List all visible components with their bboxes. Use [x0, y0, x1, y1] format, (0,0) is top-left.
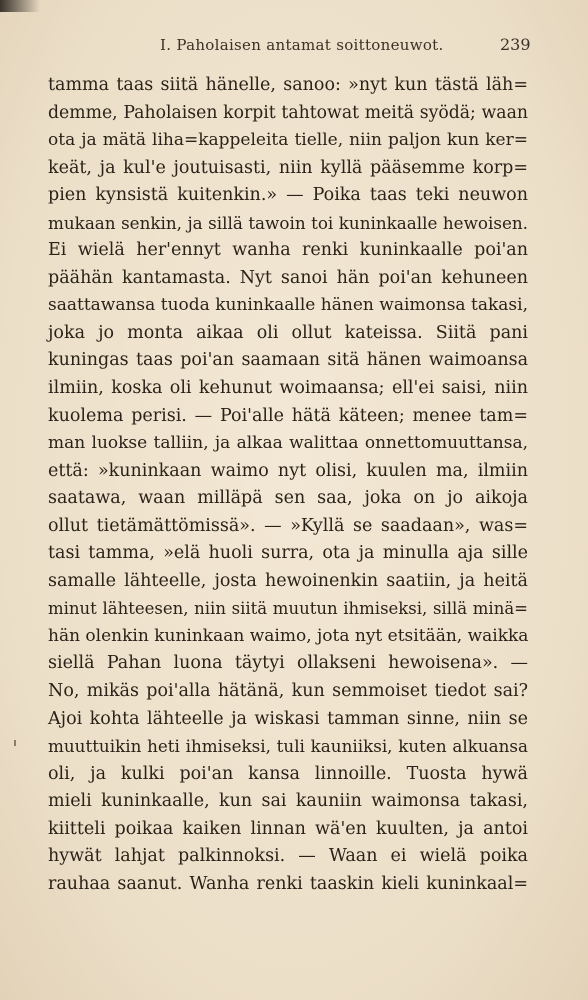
text-line: saattawansa tuoda kuninkaalle hänen waimonsa takasi, [48, 295, 528, 316]
text-line: hywät lahjat palkinnoksi. — Waan ei wielä poika [48, 846, 528, 867]
text-line: tasi tamma, »elä huoli surra, ota ja minulla aja sille [48, 543, 528, 564]
text-line: samalle lähteelle, josta hewoinenkin saatiin, ja heitä [48, 570, 528, 591]
text-line: Ei wielä her'ennyt wanha renki kuninkaalle poi'an [48, 240, 528, 261]
text-line: kuolema perisi. — Poi'alle hätä käteen; menee tam= [48, 405, 528, 426]
text-line: mukaan senkin, ja sillä tawoin toi kuninkaalle hewoisen. [48, 212, 528, 233]
text-line: joka jo monta aikaa oli ollut kateissa. Siitä pani [48, 322, 528, 343]
text-line: saatawa, waan milläpä sen saa, joka on jo aikoja [48, 488, 528, 509]
text-line: mieli kuninkaalle, kun sai kauniin waimonsa takasi, [48, 791, 528, 812]
text-line: päähän kantamasta. Nyt sanoi hän poi'an kehuneen [48, 267, 528, 288]
text-line: hän olenkin kuninkaan waimo, jota nyt etsitään, waikka [48, 625, 529, 646]
text-line: tamma taas siitä hänelle, sanoo: »nyt kun tästä läh= [48, 75, 528, 95]
margin-mark [14, 740, 16, 746]
text-line: oli, ja kulki poi'an kansa linnoille. Tuosta hywä [48, 763, 528, 784]
text-line: keät, ja kul'e joutuisasti, niin kyllä pääsemme korp= [48, 157, 528, 178]
text-line: kuningas taas poi'an saamaan sitä hänen waimoansa [48, 350, 528, 371]
page-number: 239 [500, 35, 531, 54]
text-line: pien kynsistä kuitenkin.» — Poika taas teki neuwon [48, 185, 528, 206]
text-line: demme, Paholaisen korpit tahtowat meitä syödä; waan [48, 102, 528, 123]
running-head: I. Paholaisen antamat soittoneuwot. [160, 36, 444, 54]
text-line: ollut tietämättömissä». — »Kyllä se saadaan», was= [48, 515, 528, 536]
text-line: ilmiin, koska oli kehunut woimaansa; ell'ei saisi, niin [48, 378, 528, 399]
text-line: rauhaa saanut. Wanha renki taaskin kieli kuninkaal= [48, 873, 528, 894]
text-line: Ajoi kohta lähteelle ja wiskasi tamman sinne, niin se [48, 708, 528, 729]
text-line: muuttuikin heti ihmiseksi, tuli kauniiksi, kuten alkuansa [48, 736, 528, 757]
text-line: man luokse talliin, ja alkaa walittaa onnettomuuttansa, [48, 433, 528, 454]
page-corner-shadow [0, 0, 40, 12]
text-line: kiitteli poikaa kaiken linnan wä'en kuulten, ja antoi [48, 818, 528, 839]
text-line: minut lähteesen, niin siitä muutun ihmiseksi, sillä minä= [48, 599, 528, 619]
text-line: siellä Pahan luona täytyi ollakseni hewoisena». — [48, 653, 528, 674]
text-line: ota ja mätä liha=kappeleita tielle, niin paljon kun ker= [48, 130, 528, 151]
text-line: No, mikäs poi'alla hätänä, kun semmoiset tiedot sai? [48, 681, 528, 702]
body-text [48, 72, 528, 898]
text-line: että: »kuninkaan waimo nyt olisi, kuulen ma, ilmiin [48, 460, 528, 481]
